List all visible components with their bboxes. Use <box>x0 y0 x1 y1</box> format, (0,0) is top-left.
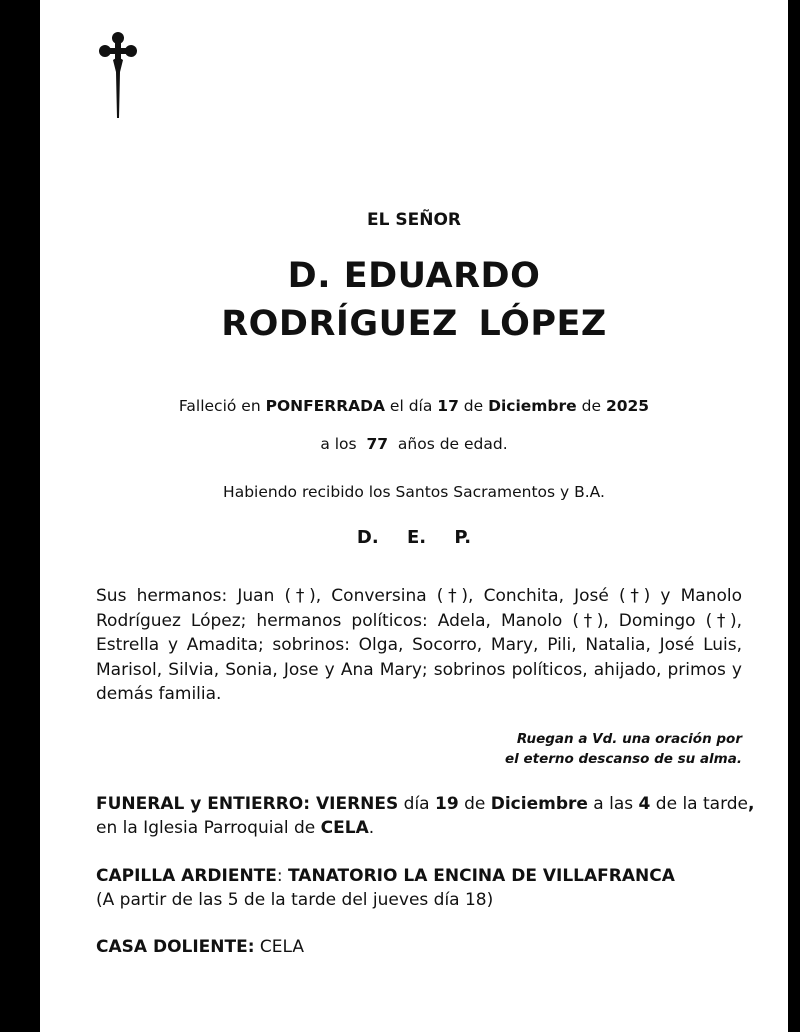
funeral-line-2 <box>96 816 756 840</box>
funeral-text: de <box>458 794 491 814</box>
capilla-place: TANATORIO LA ENCINA DE VILLAFRANCA <box>288 866 675 886</box>
prayer-line-1: Ruegan a Vd. una oración por <box>516 731 742 747</box>
church-name: CELA <box>320 818 369 838</box>
funeral-line-1 <box>96 792 756 816</box>
death-text: de <box>458 397 489 415</box>
cross-icon <box>96 30 140 120</box>
funeral-text: de la tarde <box>650 794 749 814</box>
capilla-colon: : <box>276 866 289 886</box>
death-text: el día <box>385 397 438 415</box>
death-month: Diciembre <box>488 397 577 415</box>
capilla-info <box>96 864 756 912</box>
title-label: EL SEÑOR <box>367 210 461 230</box>
funeral-label: FUNERAL y ENTIERRO: VIERNES <box>96 794 399 814</box>
death-info <box>40 397 788 415</box>
funeral-hour: 4 <box>638 794 651 814</box>
funeral-text: día <box>398 794 435 814</box>
prayer-line-2: el eterno descanso de su alma. <box>505 751 742 767</box>
funeral-month: Diciembre <box>490 794 588 814</box>
church-suffix: . <box>368 818 375 838</box>
casa-value: CELA <box>254 937 305 957</box>
capilla-note: (A partir de las 5 de la tarde del jueves día 18) <box>96 890 494 910</box>
funeral-info <box>96 792 756 840</box>
death-text: Falleció en <box>178 397 266 415</box>
church-prefix: en la Iglesia Parroquial de <box>96 818 321 838</box>
funeral-day: 19 <box>435 794 459 814</box>
family-paragraph: Sus hermanos: Juan (†), Conversina (†), Conchita, José (†) y Manolo Rodríguez López; hermanos políticos: Adela, Manolo (†), Domingo (†), Estrella y Amadita; sobrinos: Olga, Socorro, Mary, Pili, Natalia, José Luis, Marisol, Silvia, Sonia, Jose y Ana Mary; sobrinos políticos, ahijado, primos y demás familia. <box>96 586 742 704</box>
funeral-text: a las <box>587 794 639 814</box>
age-info <box>40 435 788 453</box>
death-text: de <box>576 397 606 415</box>
age-prefix: a los <box>320 435 362 453</box>
dep-label: D. E. P. <box>356 527 472 548</box>
casa-label: CASA DOLIENTE: <box>96 937 255 957</box>
casa-info <box>96 935 756 959</box>
sacraments-note: Habiendo recibido los Santos Sacramentos y B.A. <box>223 483 605 501</box>
age-value: 77 <box>366 435 389 453</box>
capilla-label: CAPILLA ARDIENTE <box>96 866 277 886</box>
deceased-name-line2: RODRÍGUEZ LÓPEZ <box>221 304 607 344</box>
death-year: 2025 <box>605 397 650 415</box>
funeral-comma: , <box>748 794 755 814</box>
prayer-request <box>505 729 742 769</box>
death-place: PONFERRADA <box>265 397 385 415</box>
capilla-line-1 <box>96 864 756 888</box>
age-suffix: años de edad. <box>392 435 508 453</box>
obituary-page <box>40 0 788 1032</box>
deceased-name-line1: D. EDUARDO <box>287 256 541 296</box>
death-day: 17 <box>437 397 459 415</box>
